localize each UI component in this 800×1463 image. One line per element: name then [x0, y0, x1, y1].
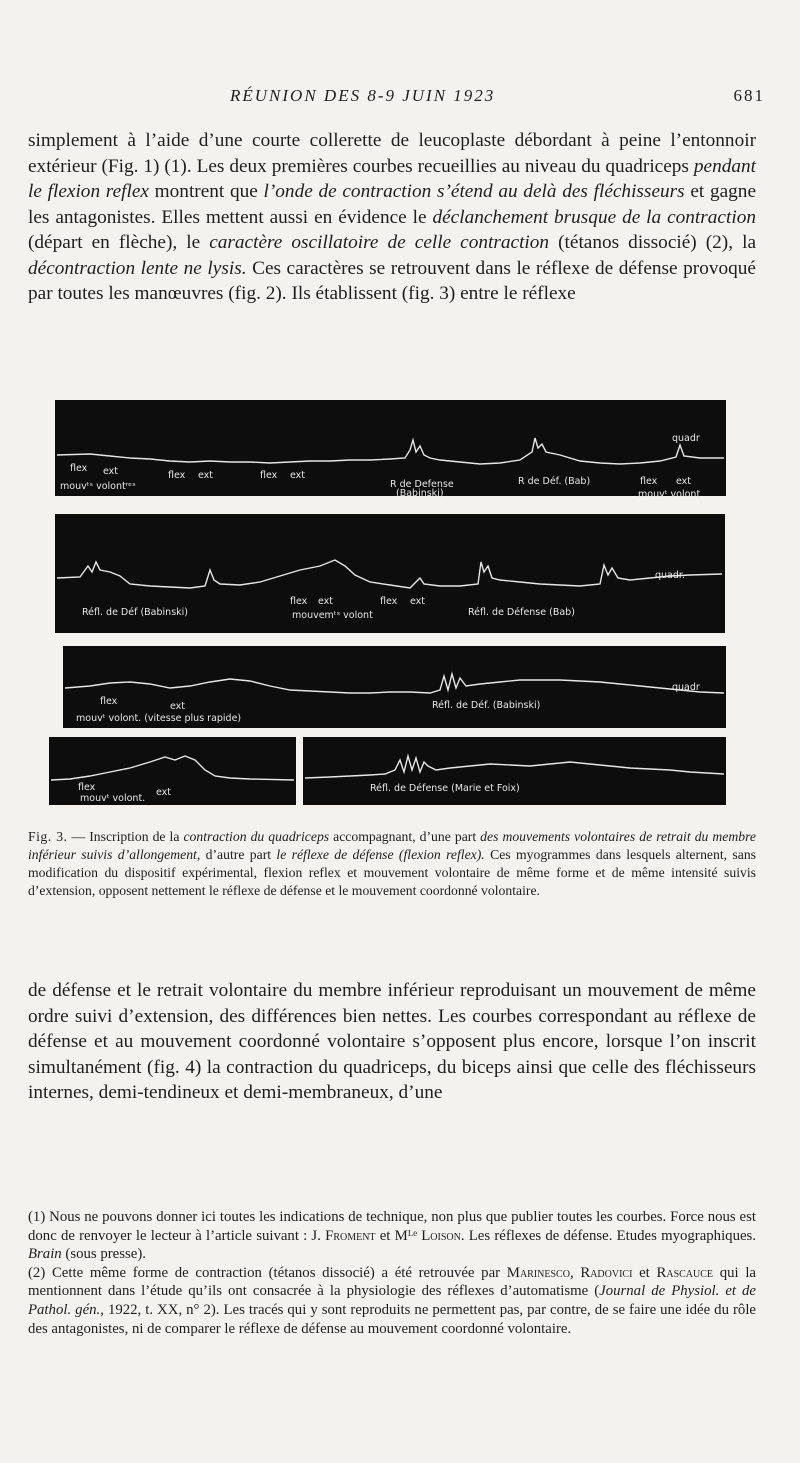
- trace-label: flex: [100, 696, 118, 707]
- emphasis: le réflexe de défense (flexion reflex).: [276, 847, 485, 862]
- text-run: d’autre part: [200, 847, 277, 862]
- trace-label: flex: [168, 470, 186, 481]
- journal-title: Brain: [28, 1246, 62, 1263]
- trace-label: ext: [318, 596, 334, 607]
- trace-label: ext: [156, 787, 172, 798]
- trace-label: ext: [290, 470, 306, 481]
- text-run: (tétanos dissocié) (2), la: [549, 232, 756, 253]
- trace-label: flex: [78, 782, 96, 793]
- footnote-1: [28, 1208, 756, 1264]
- trace-label: ext: [170, 701, 186, 712]
- running-title: RÉUNION DES 8-9 JUIN 1923: [230, 86, 496, 105]
- text-run: , 1922, t. XX, n° 2). Les tracés qui y sont reproduits ne permettent pas, par contre, de se faire une idée du rôle des antagonistes, ni de comparer le réflexe de défense au mouvement coordonné volontaire.: [28, 1301, 756, 1337]
- page-number: 681: [733, 86, 765, 105]
- myogram-panel-5: [303, 737, 726, 805]
- trace-label: (Babinski): [396, 488, 444, 499]
- text-run: et gagne les antagonistes. Elles mettent aussi en évidence le: [28, 181, 757, 228]
- text-run: (1) Nous ne pouvons donner ici toutes les indications de technique, non plus que publier toutes les courbes. Force nous est donc de renvoyer le lecteur à l’article suivant : J.: [28, 1209, 756, 1244]
- trace-label: flex: [260, 470, 278, 481]
- trace-label: quadr.: [655, 570, 685, 581]
- trace-label: ext: [676, 476, 692, 487]
- trace-label: Réfl. de Déf. (Babinski): [432, 700, 541, 711]
- emphasis: pendant le flexion reflex: [28, 155, 756, 202]
- trace-label: ext: [410, 596, 426, 607]
- trace-label: Réfl. de Déf (Babinski): [82, 607, 188, 618]
- emphasis: décontraction lente ne lysis.: [28, 257, 247, 279]
- text-run: et: [632, 1264, 657, 1281]
- trace-label: quadr: [672, 433, 700, 444]
- trace-label: flex: [640, 476, 658, 487]
- trace-label: flex: [70, 463, 88, 474]
- emphasis: contraction du quadriceps: [183, 829, 330, 844]
- footnotes: [28, 1208, 756, 1338]
- author-name: Froment: [325, 1227, 376, 1244]
- text-run: (départ en flèche), le: [28, 232, 210, 253]
- text-run: (sous presse).: [61, 1246, 146, 1263]
- trace-label: mouvᵗˢ volontʳᵉˢ: [60, 481, 136, 492]
- trace-label: R de Déf. (Bab): [518, 476, 591, 487]
- text-run: simplement à l’aide d’une courte collerette de leucoplaste débordant à peine l’entonnoir extérieur (Fig. 1) (1). Les deux premières courbes recueillies au niveau du quadriceps: [28, 130, 756, 177]
- trace-label: mouvemᵗˢ volont: [292, 610, 373, 621]
- text-run: . Les réflexes de défense. Etudes myographiques.: [460, 1227, 756, 1244]
- body-paragraph-2: de défense et le retrait volontaire du membre inférieur reproduisant un mouvement de même ordre suivi d’extension, des différences bien nettes. Les courbes correspondant au réflexe de défense et au mouvement coordonné volontaire s’opposent plus encore, lorsque l’on inscrit simultanément (fig. 4) la contraction du quadriceps, du biceps ainsi que celle des fléchisseurs internes, demi-tendineux et demi-membraneux, d’une: [28, 980, 756, 1103]
- trace-label: quadr: [672, 682, 700, 693]
- emphasis: déclanchement brusque de la contraction: [432, 206, 756, 228]
- myogram-panel-4: [49, 737, 296, 805]
- myogram-panel-3: [63, 646, 726, 728]
- trace-label: Réfl. de Défense (Bab): [468, 607, 575, 618]
- text-run: (2) Cette même forme de contraction (tétanos dissocié) a été retrouvée par: [28, 1264, 507, 1281]
- trace-label: flex: [290, 596, 308, 607]
- trace-label: flex: [380, 596, 398, 607]
- author-name: Marinesco, Radovici: [506, 1264, 633, 1281]
- myogram-panel-1: [55, 400, 726, 500]
- myogram-panel-2: [55, 514, 725, 633]
- journal-title: Journal de Physiol. et de Pathol. gén.: [28, 1283, 756, 1318]
- emphasis: des mouvements volontaires de retrait du membre inférieur suivis d’allongement,: [28, 829, 756, 862]
- trace-label: mouvᵗ volont: [638, 489, 701, 500]
- footnote-2: [28, 1264, 756, 1338]
- text-run: accompagnant, d’une part: [329, 829, 481, 844]
- trace-label: mouvᵗ volont.: [80, 793, 146, 804]
- author-name: Rascauce: [656, 1264, 714, 1281]
- figure-caption: [28, 828, 756, 900]
- trace-label: ext: [103, 466, 119, 477]
- author-name: Loison: [421, 1227, 461, 1244]
- text-run: qui la mentionnent dans l’étude qu’ils ont consacrée à la physiologie des réflexes d’automatisme (: [28, 1264, 756, 1300]
- trace-label: mouvᵗ volont. (vitesse plus rapide): [76, 713, 242, 724]
- trace-label: Réfl. de Défense (Marie et Foix): [370, 783, 520, 794]
- caption-label: Fig. 3.: [28, 829, 68, 844]
- emphasis: caractère oscillatoire de celle contraction: [209, 232, 550, 253]
- text-run: — Inscription de la: [67, 829, 184, 844]
- text-run: montrent que: [148, 181, 264, 202]
- text-run: et Mᴸᵉ: [375, 1227, 422, 1244]
- text-run: Ces caractères se retrouvent dans le réflexe de défense provoqué par toutes les manœuvres (fig. 2). Ils établissent (fig. 3) entre le réflexe: [28, 257, 756, 304]
- trace-label: ext: [198, 470, 214, 481]
- trace-label: R de Defense: [390, 479, 454, 490]
- emphasis: l’onde de contraction s’étend au delà des fléchisseurs: [263, 181, 685, 202]
- text-run: Ces myogrammes dans lesquels alternent, sans modification du dispositif expérimental, flexion reflex et mouvement volontaire de même forme et de même intensité suivis d’extension, opposent nettement le réflexe de défense et le mouvement coordonné volontaire.: [28, 847, 756, 898]
